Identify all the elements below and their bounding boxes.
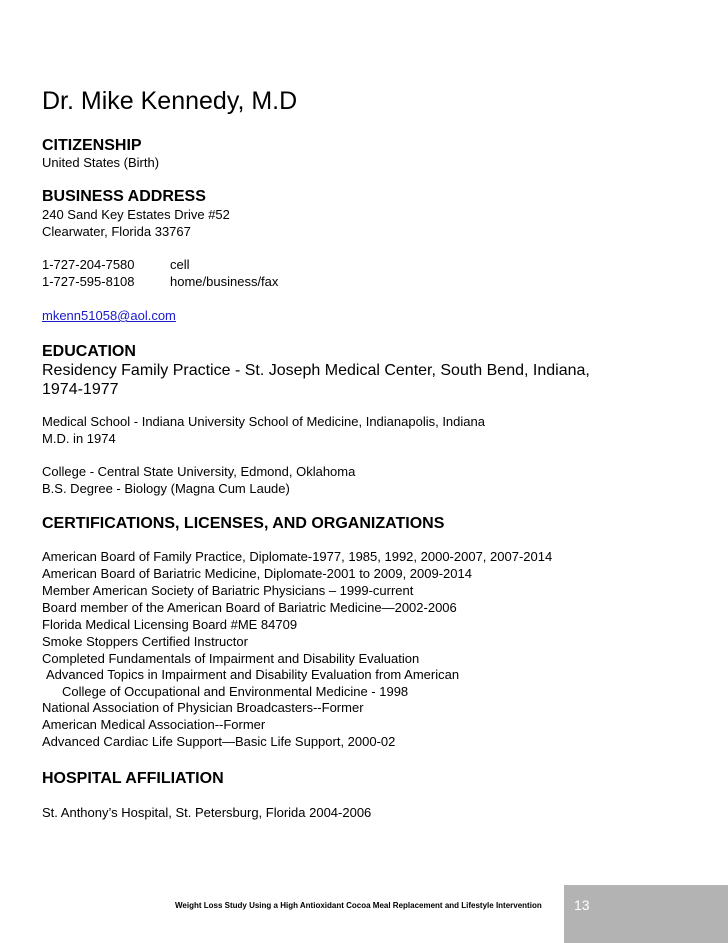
phone-number: 1-727-204-7580 [42,257,135,272]
residency-line-2: 1974-1977 [42,381,119,398]
certification-item: American Medical Association--Former [42,717,266,732]
business-address-heading: BUSINESS ADDRESS [42,188,206,205]
address-line-1: 240 Sand Key Estates Drive #52 [42,207,230,222]
phone-number: 1-727-595-8108 [42,274,135,289]
certification-item: Completed Fundamentals of Impairment and Disability Evaluation [42,651,420,666]
doctor-name: Dr. Mike Kennedy, M.D [42,87,298,115]
footer-title: Weight Loss Study Using a High Antioxidant Cocoa Meal Replacement and Lifestyle Intervention [175,901,542,910]
certification-item: American Board of Family Practice, Diplomate-1977, 1985, 1992, 2000-2007, 2007-2014 [42,549,553,564]
certification-item: National Association of Physician Broadcasters--Former [42,700,364,715]
phone-label: cell [170,257,190,272]
citizenship-value: United States (Birth) [42,155,160,170]
certification-item: Advanced Topics in Impairment and Disability Evaluation from American [46,667,460,682]
certification-item: American Board of Bariatric Medicine, Diplomate-2001 to 2009, 2009-2014 [42,566,472,581]
medical-school-line-1: Medical School - Indiana University School of Medicine, Indianapolis, Indiana [42,414,485,429]
certification-item: Florida Medical Licensing Board #ME 84709 [42,617,298,632]
certification-item: Board member of the American Board of Bariatric Medicine—2002-2006 [42,600,457,615]
phone-row-cell [42,257,442,274]
phone-row-home [42,274,442,291]
certification-item: Advanced Cardiac Life Support—Basic Life Support, 2000-02 [42,734,396,749]
citizenship-heading: CITIZENSHIP [42,137,142,154]
education-heading: EDUCATION [42,343,136,360]
page-number-box [564,885,728,943]
residency-line-1: Residency Family Practice - St. Joseph Medical Center, South Bend, Indiana, [42,362,590,379]
hospital-value: St. Anthony’s Hospital, St. Petersburg, Florida 2004-2006 [42,805,372,820]
medical-school-line-2: M.D. in 1974 [42,431,116,446]
phone-label: home/business/fax [170,274,279,289]
certification-item: Smoke Stoppers Certified Instructor [42,634,248,649]
email-link[interactable]: mkenn51058@aol.com [42,308,176,323]
college-line-1: College - Central State University, Edmond, Oklahoma [42,464,356,479]
hospital-heading: HOSPITAL AFFILIATION [42,770,224,787]
certifications-heading: CERTIFICATIONS, LICENSES, AND ORGANIZATIONS [42,515,445,532]
certification-item: College of Occupational and Environmental Medicine - 1998 [62,684,409,699]
certification-item: Member American Society of Bariatric Physicians – 1999-current [42,583,414,598]
college-line-2: B.S. Degree - Biology (Magna Cum Laude) [42,481,290,496]
page-number: 13 [574,897,590,913]
address-line-2: Clearwater, Florida 33767 [42,224,191,239]
